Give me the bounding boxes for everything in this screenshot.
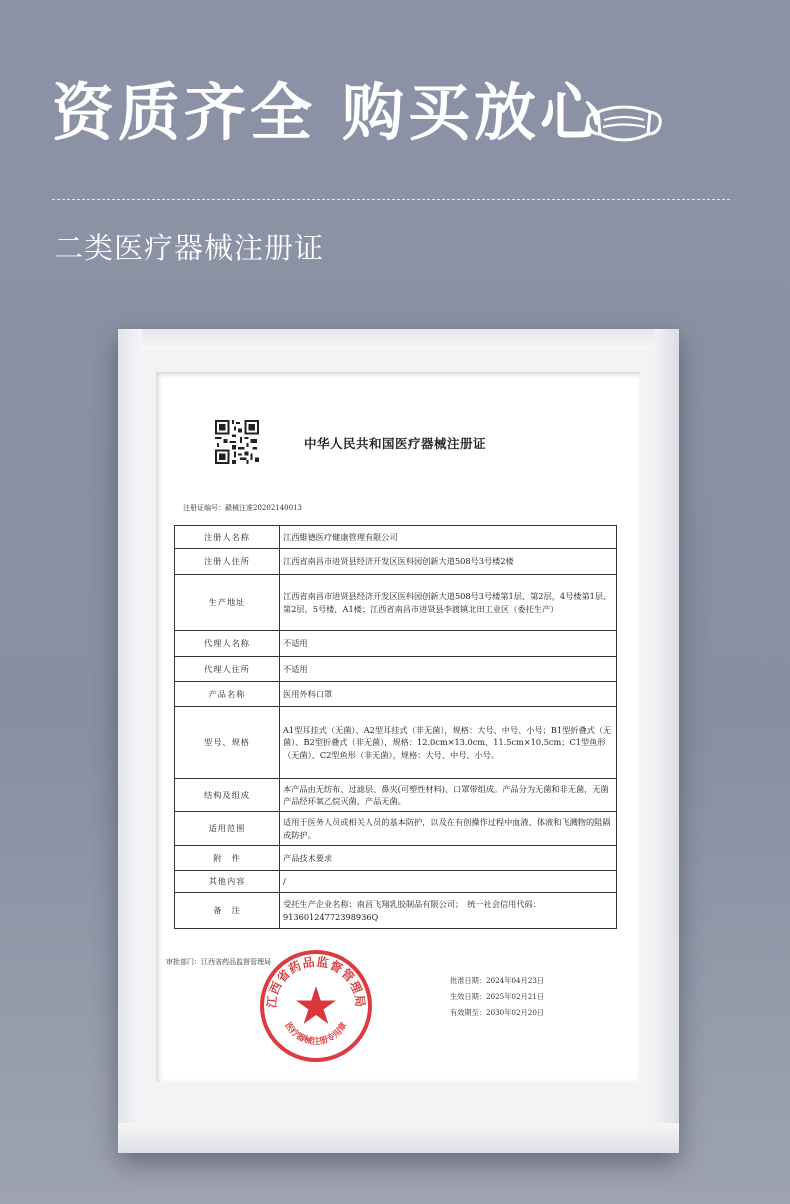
row-value: 产品技术要求 bbox=[280, 846, 617, 871]
row-value: 不适用 bbox=[280, 657, 617, 682]
headline-part2: 购买放心 bbox=[342, 76, 607, 149]
row-label: 适用范围 bbox=[175, 812, 280, 846]
row-label: 产品名称 bbox=[175, 682, 280, 707]
table-row bbox=[175, 812, 617, 846]
table-row bbox=[175, 846, 617, 871]
table-row bbox=[175, 657, 617, 682]
star-icon bbox=[296, 986, 336, 1024]
row-label: 其他内容 bbox=[175, 871, 280, 893]
table-row bbox=[175, 631, 617, 657]
effective-date: 生效日期：2025年02月21日 bbox=[450, 992, 545, 1001]
table-row bbox=[175, 893, 617, 929]
subtitle: 二类医疗器械注册证 bbox=[54, 231, 325, 265]
row-label: 注册人住所 bbox=[175, 549, 280, 575]
row-label: 型号、规格 bbox=[175, 707, 280, 779]
row-value: 医用外科口罩 bbox=[280, 682, 617, 707]
table-row bbox=[175, 549, 617, 575]
row-label: 备 注 bbox=[175, 893, 280, 929]
official-seal bbox=[258, 948, 374, 1064]
certificate-title: 中华人民共和国医疗器械注册证 bbox=[304, 436, 487, 451]
dates-block bbox=[450, 973, 544, 1021]
row-label: 生产地址 bbox=[175, 575, 280, 631]
row-value: / bbox=[280, 871, 617, 893]
row-value: 本产品由无纺布、过滤层、鼻夹(可塑性材料)、口罩带组成。产品分为无菌和非无菌，无菌产品经环氧乙烷灭菌，产品无菌。 bbox=[280, 779, 617, 812]
row-value: 受托生产企业名称：南昌飞翔乳胶制品有限公司； 统一社会信用代码：91360124772398936Q bbox=[280, 893, 617, 929]
table-row bbox=[175, 526, 617, 549]
row-label: 代理人名称 bbox=[175, 631, 280, 657]
registration-number: 注册证编号：赣械注准20202140013 bbox=[183, 504, 302, 512]
seal-bottom-text: 医疗器械注册专用章 bbox=[282, 1020, 350, 1047]
face-mask-icon bbox=[584, 98, 664, 150]
table-row bbox=[175, 871, 617, 893]
dashed-divider bbox=[52, 199, 730, 200]
row-value: A1型耳挂式（无菌）、A2型耳挂式（非无菌），规格：大号、中号、小号；B1型折叠式（无菌）、B2型折叠式（非无菌），规格：12.0cm×13.0cm、11.5cm×10.5cm；C1型鱼形（无菌）、C2型鱼形（非无菌），规格：大号、中号、小号。 bbox=[280, 707, 617, 779]
qr-code-icon bbox=[215, 420, 259, 464]
table-row bbox=[175, 707, 617, 779]
svg-text:医疗器械注册专用章 bbox=[283, 1020, 350, 1047]
row-label: 注册人名称 bbox=[175, 526, 280, 549]
table-row bbox=[175, 575, 617, 631]
row-value: 江西省南昌市进贤县经济开发区医科园创新大道508号3号楼第1层、第2层，4号楼第1层、第2层，5号楼，A1楼；江西省南昌市进贤县李渡镇北田工业区（委托生产） bbox=[280, 575, 617, 631]
seal-top-text: 江西省药品监督管理局 bbox=[264, 954, 368, 1009]
row-value: 江西維德医疗健康管理有限公司 bbox=[280, 526, 617, 549]
row-value: 不适用 bbox=[280, 631, 617, 657]
row-label: 附 件 bbox=[175, 846, 280, 871]
row-label: 代理人住所 bbox=[175, 657, 280, 682]
approval-date: 批准日期：2024年04月23日 bbox=[450, 976, 545, 985]
issuer: 审批部门：江西省药品监督管理局 bbox=[166, 958, 271, 966]
row-value: 适用于医务人员或相关人员的基本防护，以及在有创操作过程中血液、体液和飞溅物的阻隔或防护。 bbox=[280, 812, 617, 846]
headline-part1: 资质齐全 bbox=[52, 76, 317, 149]
headline bbox=[52, 76, 607, 149]
row-value: 江西省南昌市进贤县经济开发区医科园创新大道508号3号楼2楼 bbox=[280, 549, 617, 575]
certificate-table bbox=[174, 525, 617, 929]
table-row bbox=[175, 779, 617, 812]
row-label: 结构及组成 bbox=[175, 779, 280, 812]
expiry-date: 有效期至：2030年02月20日 bbox=[450, 1008, 545, 1017]
table-row bbox=[175, 682, 617, 707]
